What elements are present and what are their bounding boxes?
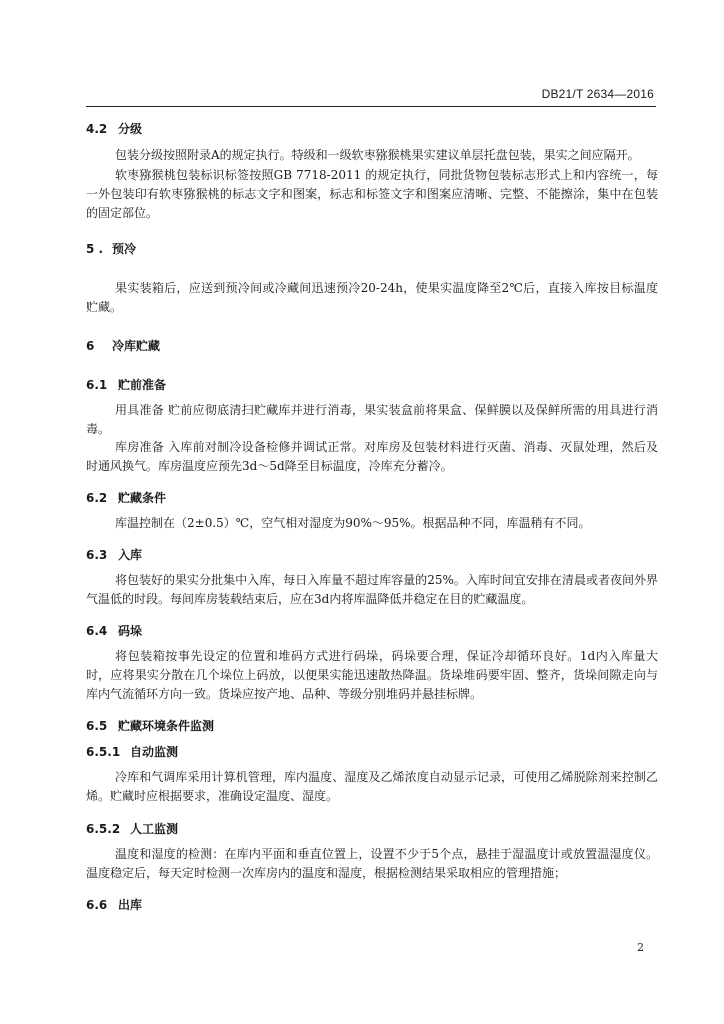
paragraph: 温度和湿度的检测：在库内平面和垂直位置上，设置不少于5个点，悬挂于湿温度计或放置温湿度仪。温度稳定后，每天定时检测一次库房内的温度和湿度，根据检测结果采取相应的管理措施； bbox=[86, 847, 658, 880]
heading-number: 6.2 bbox=[86, 491, 108, 505]
heading-6-5-2 bbox=[86, 820, 178, 837]
heading-number: 6.3 bbox=[86, 548, 108, 562]
heading-6-5-1 bbox=[86, 743, 178, 760]
heading-6-5 bbox=[86, 717, 214, 734]
heading-4-2 bbox=[86, 120, 142, 137]
heading-title: 贮藏条件 bbox=[118, 491, 167, 505]
paragraph: 将包装好的果实分批集中入库，每日入库量不超过库容量的25%。入库时间宜安排在清晨或者夜间外界气温低的时段。每间库房装载结束后，应在3d内将库温降低并稳定在目的贮藏温度。 bbox=[86, 573, 658, 606]
header-rule bbox=[86, 106, 656, 107]
heading-title: 贮藏环境条件监测 bbox=[118, 719, 215, 733]
paragraph: 库房准备 入库前对制冷设备检修并调试正常。对库房及包装材料进行灭菌、消毒、灭鼠处理，然后及时通风换气。库房温度应预先3d～5d降至目标温度，冷库充分蓄冷。 bbox=[86, 440, 658, 473]
heading-title: 贮前准备 bbox=[118, 378, 167, 392]
heading-6 bbox=[86, 337, 160, 354]
paragraph: 软枣猕猴桃包装标识标签按照GB 7718-2011 的规定执行，同批货物包装标志形式上和内容统一，每一外包装印有软枣猕猴桃的标志文字和图案，标志和标签文字和图案应清晰、完整、不能擦涂，集中在包装的固定部位。 bbox=[86, 168, 658, 220]
paragraph: 用具准备 贮前应彻底清扫贮藏库并进行消毒，果实装盒前将果盒、保鲜膜以及保鲜所需的用具进行消毒。 bbox=[86, 403, 658, 436]
heading-5 bbox=[86, 240, 136, 257]
heading-6-2 bbox=[86, 489, 166, 506]
heading-number: 6 bbox=[86, 339, 95, 353]
heading-title: 预冷 bbox=[112, 242, 137, 256]
heading-6-6 bbox=[86, 896, 142, 913]
heading-number: 6.4 bbox=[86, 624, 108, 638]
page-number: 2 bbox=[637, 941, 644, 954]
standard-code: DB21/T 2634—2016 bbox=[541, 87, 654, 101]
heading-number: 6.5.1 bbox=[86, 745, 121, 759]
heading-number: 6.1 bbox=[86, 378, 108, 392]
heading-6-3 bbox=[86, 546, 142, 563]
paragraph: 冷库和气调库采用计算机管理，库内温度、湿度及乙烯浓度自动显示记录，可使用乙烯脱除剂来控制乙烯。贮藏时应根据要求，准确设定温度、湿度。 bbox=[86, 770, 658, 803]
heading-6-4 bbox=[86, 622, 142, 639]
heading-6-1 bbox=[86, 376, 166, 393]
paragraph: 果实装箱后，应送到预冷间或冷藏间迅速预冷20-24h，使果实温度降至2℃后，直接入库按目标温度贮藏。 bbox=[86, 281, 658, 314]
paragraph: 库温控制在（2±0.5）℃，空气相对湿度为90%～95%。根据品种不同，库温稍有不同。 bbox=[115, 516, 591, 530]
heading-title: 分级 bbox=[118, 122, 143, 136]
paragraph: 将包装箱按事先设定的位置和堆码方式进行码垛，码垛要合理，保证冷却循环良好。1d内入库量大时，应将果实分散在几个垛位上码放，以便果实能迅速散热降温。货垛堆码要牢固、整齐，货垛间隙走向与库内气流循环方向一致。货垛应按产地、品种、等级分别堆码并悬挂标牌。 bbox=[86, 649, 658, 701]
heading-number: 6.6 bbox=[86, 898, 108, 912]
paragraph: 包装分级按照附录A的规定执行。特级和一级软枣猕猴桃果实建议单层托盘包装，果实之间应隔开。 bbox=[115, 148, 640, 162]
heading-number: 4.2 bbox=[86, 122, 108, 136]
heading-title: 码垛 bbox=[118, 624, 143, 638]
heading-title: 出库 bbox=[118, 898, 143, 912]
heading-number: 5 . bbox=[86, 242, 104, 256]
heading-number: 6.5 bbox=[86, 719, 108, 733]
heading-title: 自动监测 bbox=[130, 745, 179, 759]
heading-title: 冷库贮藏 bbox=[112, 339, 161, 353]
heading-title: 人工监测 bbox=[130, 822, 179, 836]
heading-number: 6.5.2 bbox=[86, 822, 121, 836]
heading-title: 入库 bbox=[118, 548, 143, 562]
